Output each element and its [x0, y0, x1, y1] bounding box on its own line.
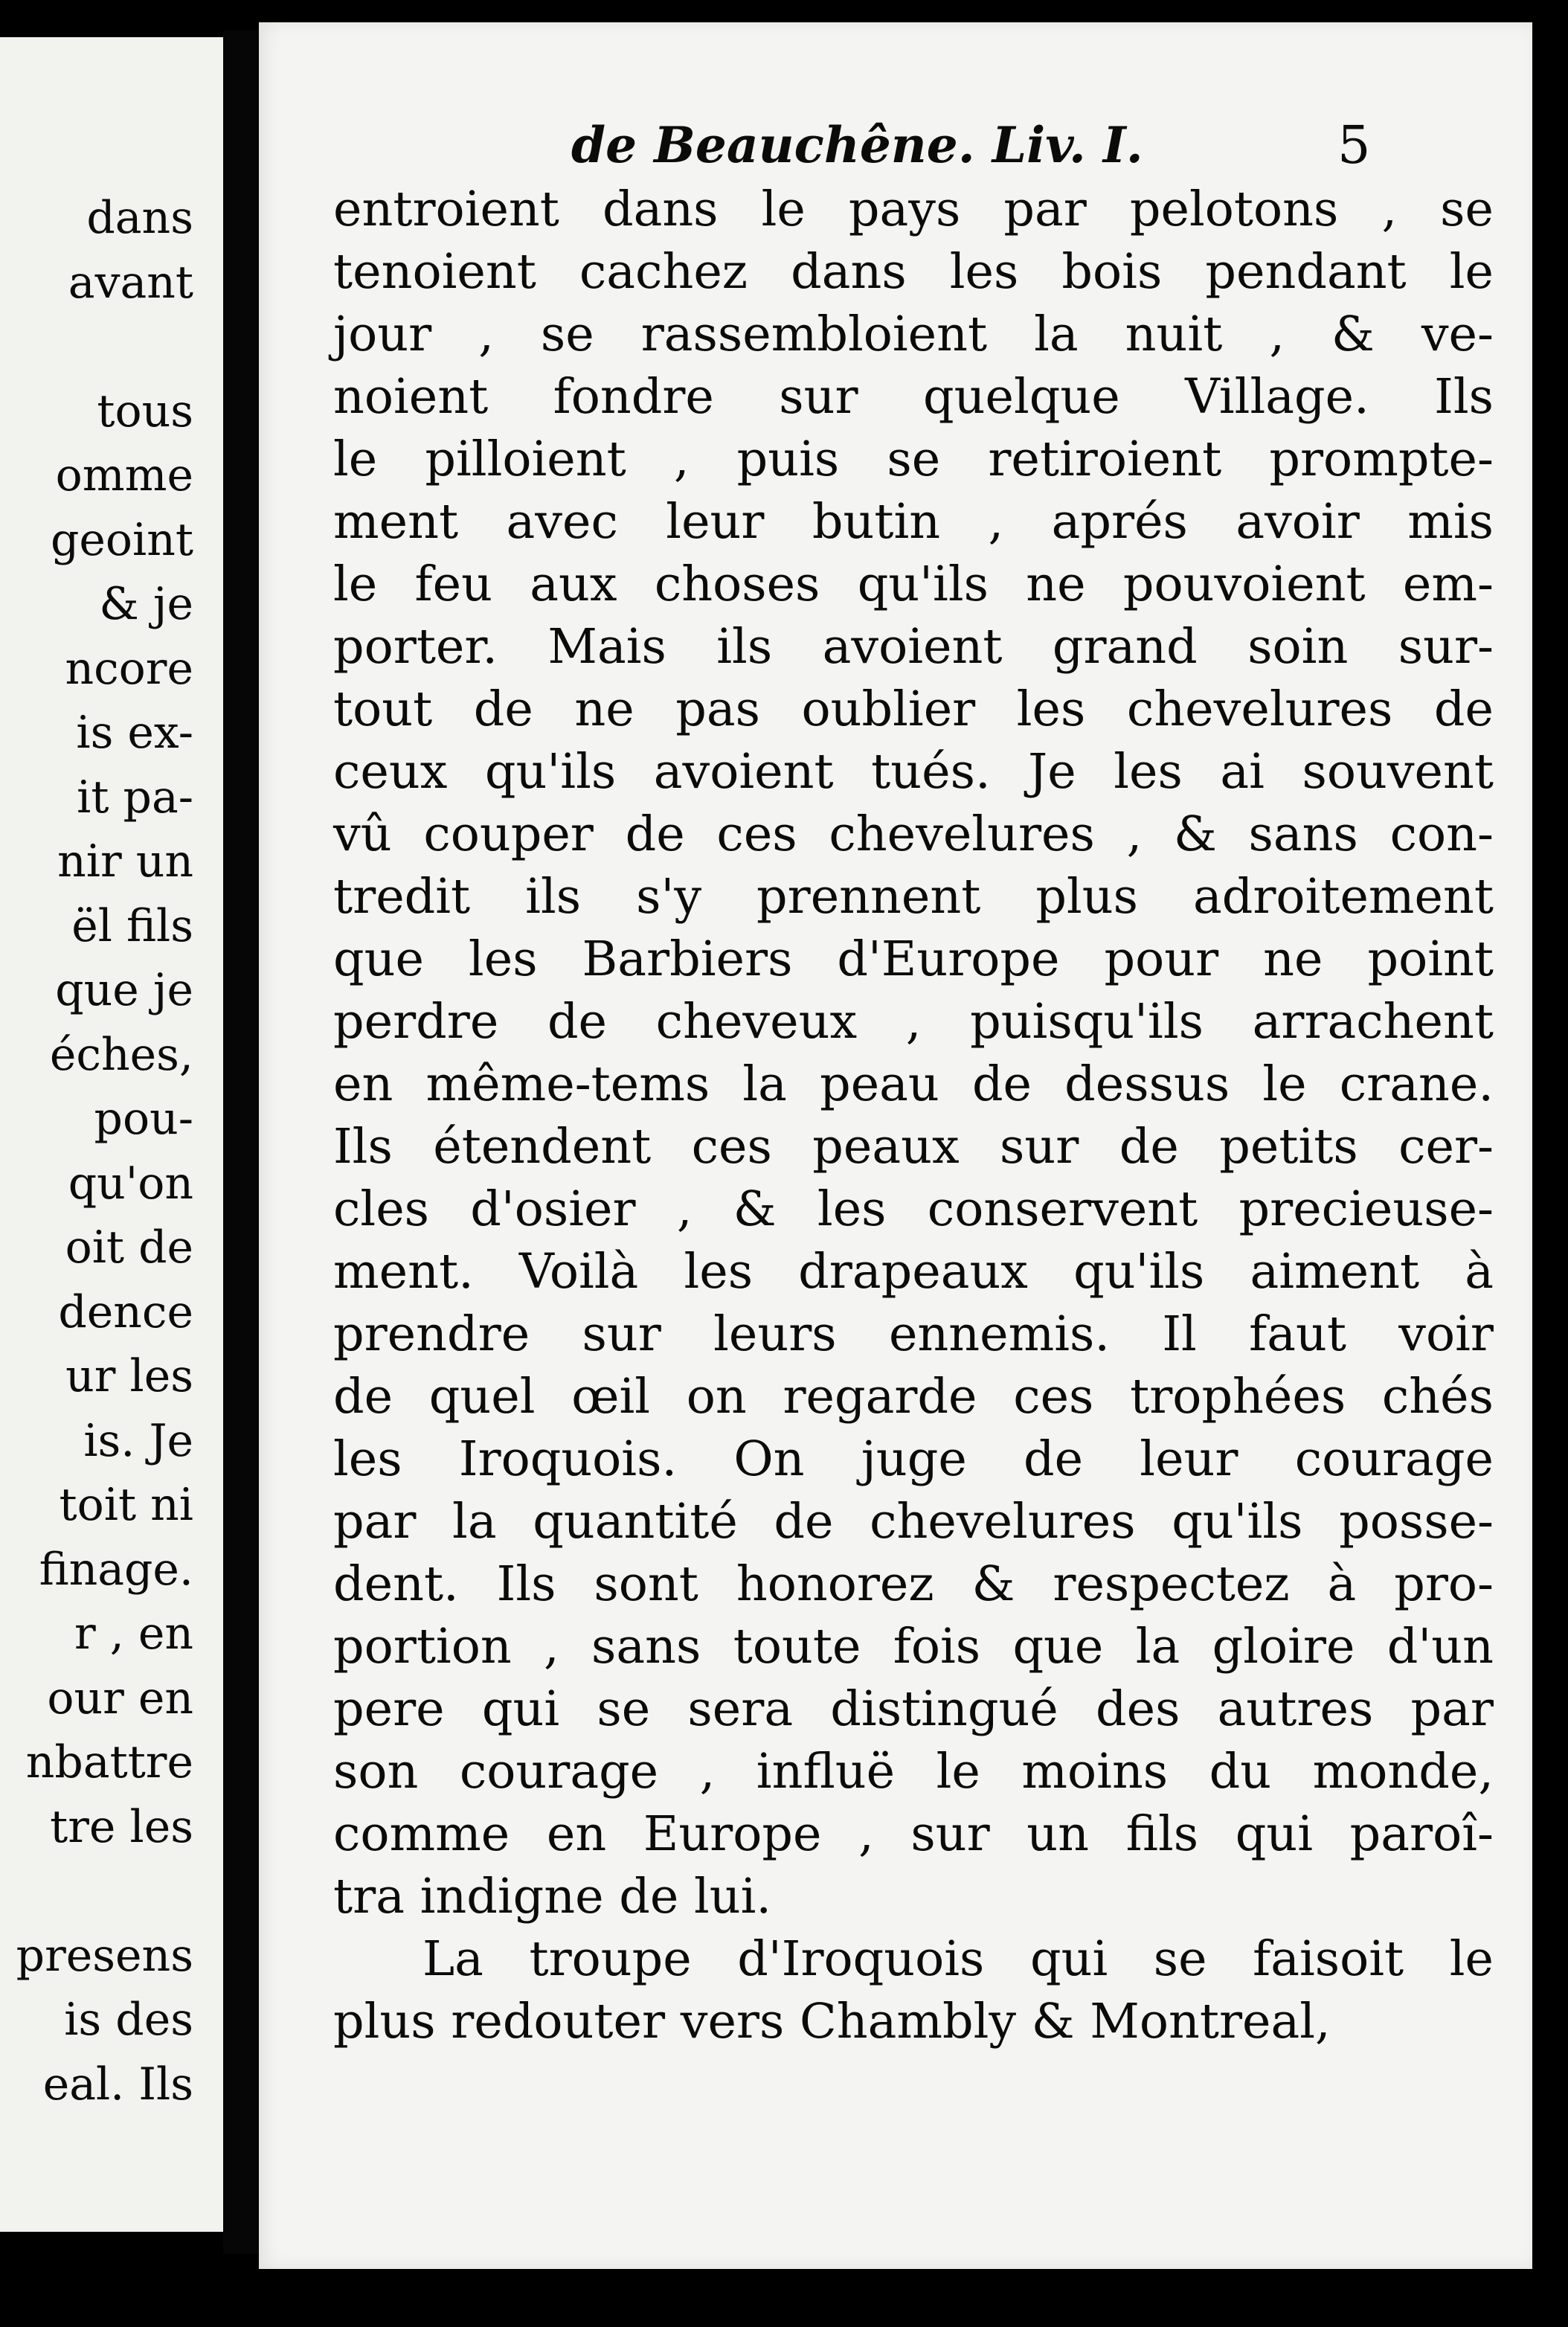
facing-line: éches,	[49, 1028, 193, 1081]
facing-line: it pa-	[77, 771, 193, 824]
text-line: comme en Europe , sur un fils qui paroî-	[333, 1806, 1494, 1862]
facing-line: is ex-	[76, 707, 193, 759]
facing-line: dence	[58, 1286, 193, 1338]
text-line: porter. Mais ils avoient grand soin sur-	[333, 619, 1494, 675]
text-line: son courage , influë le moins du monde,	[333, 1744, 1494, 1800]
text-line: ment. Voilà les drapeaux qu'ils aiment à	[333, 1244, 1494, 1300]
facing-line-gap	[0, 1859, 193, 1924]
facing-line: omme	[55, 449, 193, 501]
text-line: que les Barbiers d'Europe pour ne point	[333, 931, 1494, 987]
facing-line: dans	[86, 192, 193, 244]
facing-line: geoint	[51, 513, 193, 566]
text-line: en même-tems la peau de dessus le crane.	[333, 1056, 1494, 1112]
facing-line: oit de	[65, 1222, 193, 1274]
text-line: le pilloient , puis se retiroient prompte-	[333, 431, 1494, 487]
page-number: 5	[1337, 115, 1371, 176]
text-line: tenoient cachez dans les bois pendant le	[333, 244, 1494, 300]
text-line: cles d'osier , & les conservent precieuse-	[333, 1181, 1494, 1237]
body-text	[333, 179, 1494, 2053]
text-line: perdre de cheveux , puisqu'ils arrachent	[333, 994, 1494, 1050]
text-line: Ils étendent ces peaux sur de petits cer-	[333, 1119, 1494, 1175]
paragraph-first-line: La troupe d'Iroquois qui se faisoit le	[422, 1931, 1494, 1987]
facing-line: pou-	[94, 1093, 193, 1145]
text-line: noient fondre sur quelque Village. Ils	[333, 369, 1494, 425]
facing-line: toit ni	[59, 1479, 193, 1531]
text-line: dent. Ils sont honorez & respectez à pro-	[333, 1556, 1494, 1612]
facing-line: finage.	[39, 1543, 193, 1596]
facing-line: avant	[68, 256, 193, 309]
book-gutter	[223, 30, 259, 2254]
facing-line: presens	[16, 1929, 193, 1982]
main-page	[259, 22, 1532, 2269]
facing-line: tre les	[50, 1800, 193, 1853]
text-line: vû couper de ces chevelures , & sans con-	[333, 806, 1494, 862]
facing-line: & je	[99, 578, 193, 630]
text-line: plus redouter vers Chambly & Montreal,	[333, 1994, 1331, 2050]
text-line: tredit ils s'y prennent plus adroitement	[333, 869, 1494, 925]
text-line: par la quantité de chevelures qu'ils posse-	[333, 1494, 1494, 1550]
text-line: le feu aux choses qu'ils ne pouvoient em-	[333, 556, 1494, 612]
facing-line: eal. Ils	[42, 2058, 193, 2111]
text-line: pere qui se sera distingué des autres par	[333, 1681, 1494, 1737]
facing-line: tous	[97, 385, 193, 437]
facing-line: r , en	[74, 1608, 193, 1660]
facing-line: is des	[64, 1994, 193, 2046]
facing-line: nbattre	[25, 1736, 193, 1788]
facing-line: nir un	[57, 835, 193, 888]
text-line: prendre sur leurs ennemis. Il faut voir	[333, 1306, 1494, 1362]
facing-line: ël fils	[71, 899, 193, 952]
text-line: ceux qu'ils avoient tués. Je les ai souvent	[333, 744, 1494, 800]
text-line: les Iroquois. On juge de leur courage	[333, 1431, 1494, 1487]
facing-line: ncore	[65, 642, 193, 695]
text-line: jour , se rassembloient la nuit , & ve-	[333, 306, 1494, 362]
text-line: de quel œil on regarde ces trophées chés	[333, 1369, 1494, 1425]
text-line: ment avec leur butin , aprés avoir mis	[333, 494, 1494, 550]
facing-page	[0, 37, 223, 2232]
text-line: tout de ne pas oublier les chevelures de	[333, 681, 1494, 737]
facing-line-gap	[0, 315, 193, 379]
text-line: entroient dans le pays par pelotons , se	[333, 182, 1494, 237]
facing-line: our en	[47, 1672, 193, 1724]
text-line: portion , sans toute fois que la gloire d'un	[333, 1619, 1494, 1675]
facing-line: ur les	[65, 1350, 193, 1402]
facing-line: is. Je	[83, 1414, 193, 1467]
facing-line: que je	[55, 964, 193, 1016]
facing-page-text	[0, 186, 193, 2116]
text-line: tra indigne de lui.	[333, 1869, 772, 1925]
facing-line: qu'on	[68, 1157, 193, 1210]
page-header	[259, 112, 1532, 179]
running-head: de Beauchêne. Liv. I.	[571, 116, 1143, 174]
